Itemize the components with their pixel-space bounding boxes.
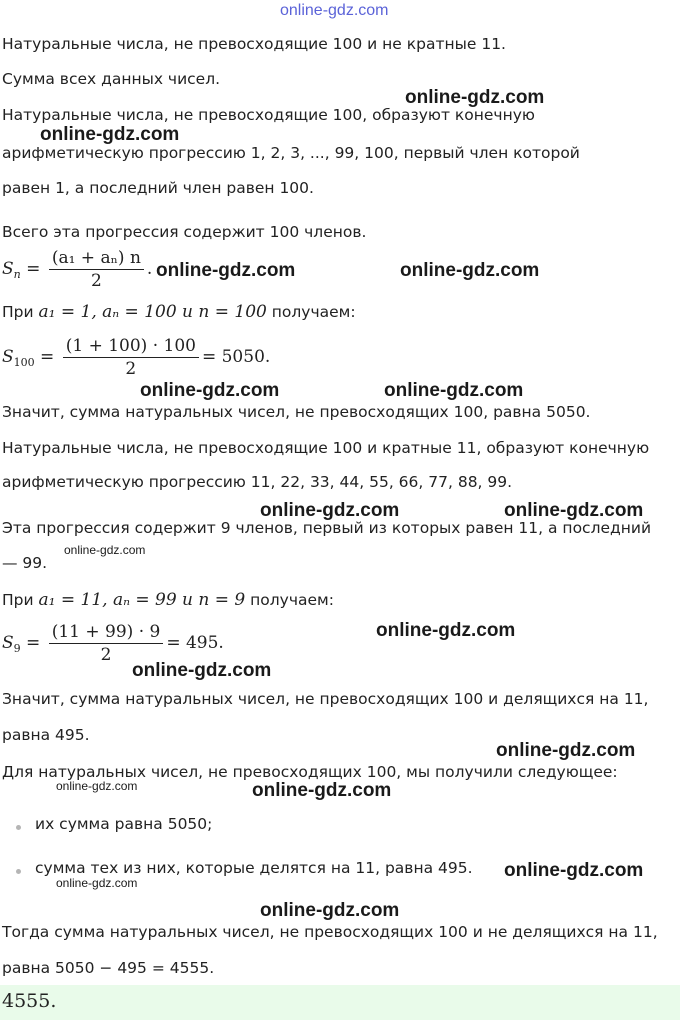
formula-fraction: $\frac{(11 + 99) \cdot 9}{2}$: [49, 622, 164, 665]
solution-text: арифметическую прогрессию 11, 22, 33, 44, 55, 66, 77, 88, 99.: [2, 473, 513, 491]
solution-text: — 99.: [2, 554, 48, 572]
formula-sum-general: $S_n$ = $\frac{\text{(a₁ + aₙ) n}}{2}$ .: [2, 248, 153, 291]
watermark-top: online-gdz.com: [280, 2, 389, 19]
solution-text: Значит, сумма натуральных чисел, не превосходящих 100 и делящихся на 11,: [2, 690, 649, 708]
watermark: online-gdz.com: [56, 779, 138, 793]
problem-statement: Натуральные числа, не превосходящие 100 и не кратные 11.: [2, 35, 506, 53]
list-item: их сумма равна 5050;: [35, 815, 213, 833]
watermark: online-gdz.com: [504, 500, 644, 521]
condition-line: При a₁ = 11, aₙ = 99 и n = 9 получаем:: [2, 590, 334, 610]
watermark: online-gdz.com: [260, 500, 400, 521]
formula-sum-100: $S_{100}$ = $\frac{(1 + 100) \cdot 100}{2}$ = 5050.: [2, 336, 271, 379]
watermark: online-gdz.com: [376, 620, 516, 641]
formula-fraction: $\frac{(1 + 100) \cdot 100}{2}$: [63, 336, 199, 379]
solution-text: арифметическую прогрессию 1, 2, 3, ..., 99, 100, первый член которой: [2, 144, 580, 162]
watermark: online-gdz.com: [40, 124, 180, 145]
answer-box: [0, 985, 680, 1020]
solution-text: Натуральные числа, не превосходящие 100 и кратные 11, образуют конечную: [2, 439, 650, 457]
watermark: online-gdz.com: [260, 900, 400, 921]
watermark: online-gdz.com: [156, 260, 296, 281]
formula-sum-9: $S_9$ = $\frac{(11 + 99) \cdot 9}{2}$ = 495.: [2, 622, 224, 665]
watermark: online-gdz.com: [64, 543, 146, 557]
watermark: online-gdz.com: [56, 876, 138, 890]
watermark: online-gdz.com: [140, 380, 280, 401]
solution-text: равна 495.: [2, 726, 90, 744]
solution-text: Значит, сумма натуральных чисел, не превосходящих 100, равна 5050.: [2, 403, 591, 421]
solution-text: Тогда сумма натуральных чисел, не превосходящих 100 и не делящихся на 11,: [2, 923, 658, 941]
list-item: сумма тех из них, которые делятся на 11, равна 495.: [35, 859, 473, 877]
solution-text: Для натуральных чисел, не превосходящих 100, мы получили следующее:: [2, 763, 618, 781]
watermark: online-gdz.com: [384, 380, 524, 401]
bullet-icon: [16, 825, 21, 830]
watermark: online-gdz.com: [496, 740, 636, 761]
problem-question: Сумма всех данных чисел.: [2, 70, 221, 88]
condition-line: При a₁ = 1, aₙ = 100 и n = 100 получаем:: [2, 302, 356, 322]
solution-text: Эта прогрессия содержит 9 членов, первый из которых равен 11, а последний: [2, 519, 652, 537]
watermark: online-gdz.com: [252, 780, 392, 801]
watermark: online-gdz.com: [132, 660, 272, 681]
answer-value: 4555.: [2, 990, 57, 1012]
formula-fraction: $\frac{\text{(a₁ + aₙ) n}}{2}$: [49, 248, 144, 291]
watermark: online-gdz.com: [405, 87, 545, 108]
solution-text: Натуральные числа, не превосходящие 100, образуют конечную: [2, 106, 535, 124]
watermark: online-gdz.com: [504, 860, 644, 881]
watermark: online-gdz.com: [400, 260, 540, 281]
solution-text: Всего эта прогрессия содержит 100 членов.: [2, 223, 367, 241]
solution-text: равна 5050 − 495 = 4555.: [2, 959, 215, 977]
bullet-icon: [16, 869, 21, 874]
solution-text: равен 1, а последний член равен 100.: [2, 179, 314, 197]
